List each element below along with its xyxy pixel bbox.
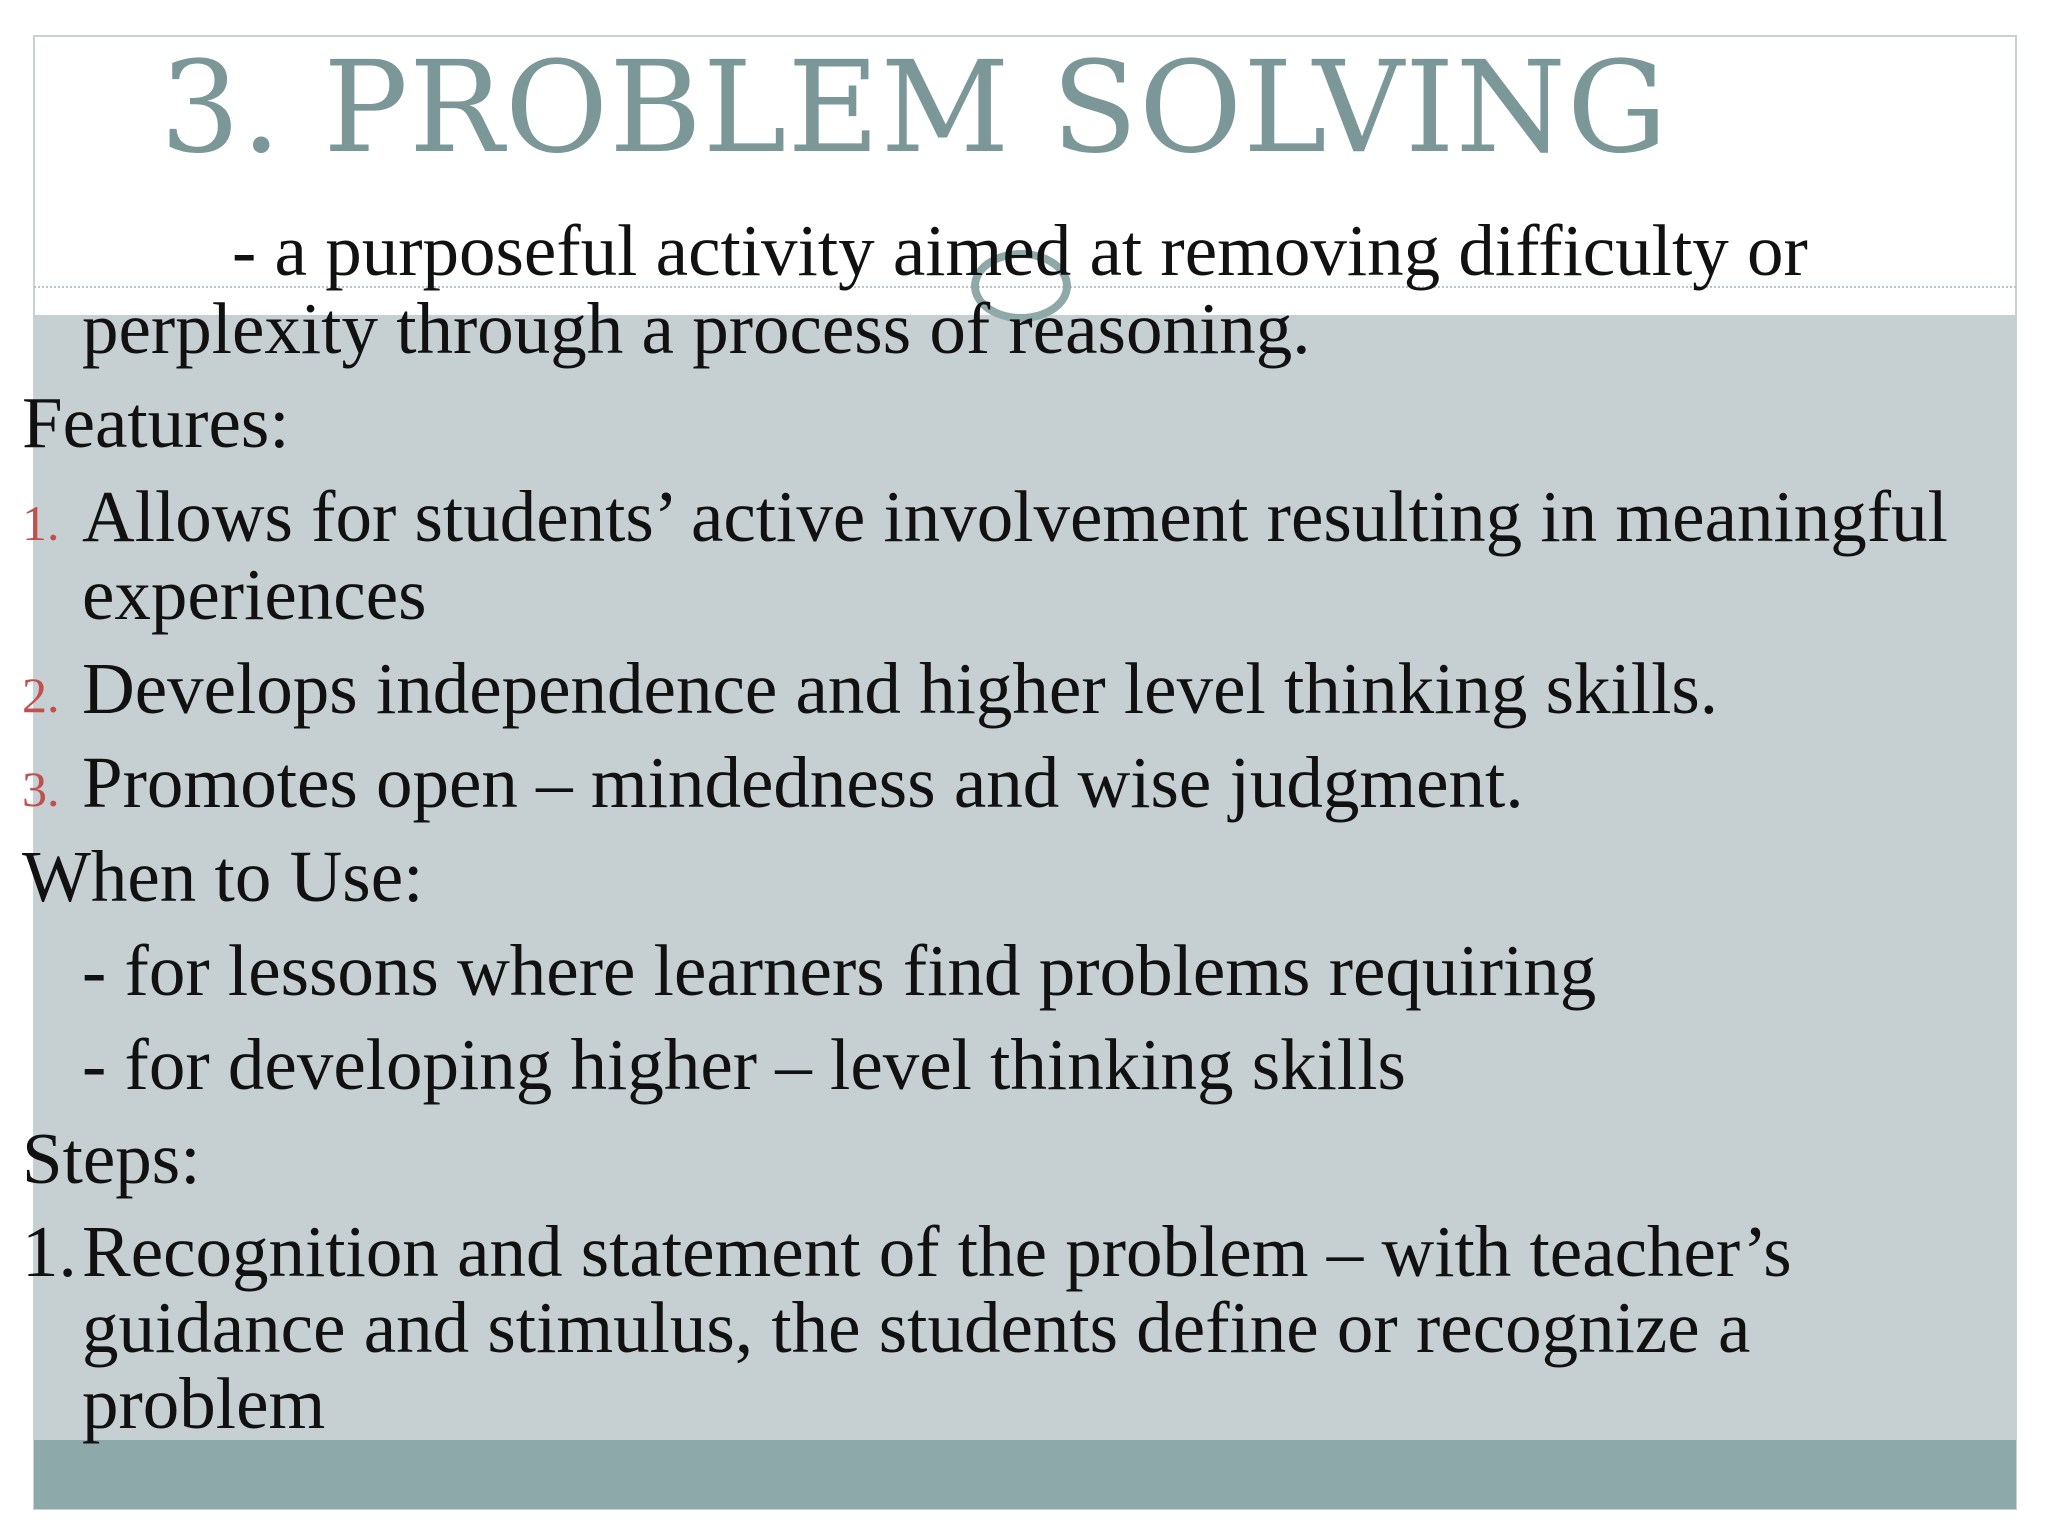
when-to-use-heading: When to Use:	[22, 836, 424, 917]
slide-title: 3. PROBLEM SOLVING	[160, 34, 1669, 181]
feature-text: Promotes open – mindedness and wise judgment.	[82, 742, 1524, 823]
feature-item	[22, 744, 1982, 822]
step-number: 1.	[22, 1211, 77, 1292]
feature-item	[22, 650, 1982, 728]
steps-heading: Steps:	[22, 1118, 201, 1199]
feature-number: 3.	[22, 761, 60, 817]
feature-number: 2.	[22, 667, 60, 723]
step-text: Recognition and statement of the problem – with teacher’s guidance and stimulus, the students define or recognize a problem	[82, 1211, 1792, 1444]
footer-band	[34, 1440, 2016, 1509]
feature-number: 1.	[22, 495, 60, 551]
when-to-use-item: - for lessons where learners find problems requiring	[82, 930, 1597, 1011]
step-item	[22, 1211, 1982, 1444]
feature-item	[22, 478, 1982, 634]
features-heading: Features:	[22, 382, 290, 463]
definition-text: - a purposeful activity aimed at removing difficulty or perplexity through a process of reasoning.	[82, 210, 1808, 369]
feature-text: Allows for students’ active involvement resulting in meaningful experiences	[82, 476, 1948, 635]
feature-text: Develops independence and higher level thinking skills.	[82, 648, 1719, 729]
slide-body	[22, 212, 1982, 1442]
when-to-use-item: - for developing higher – level thinking skills	[82, 1024, 1406, 1105]
